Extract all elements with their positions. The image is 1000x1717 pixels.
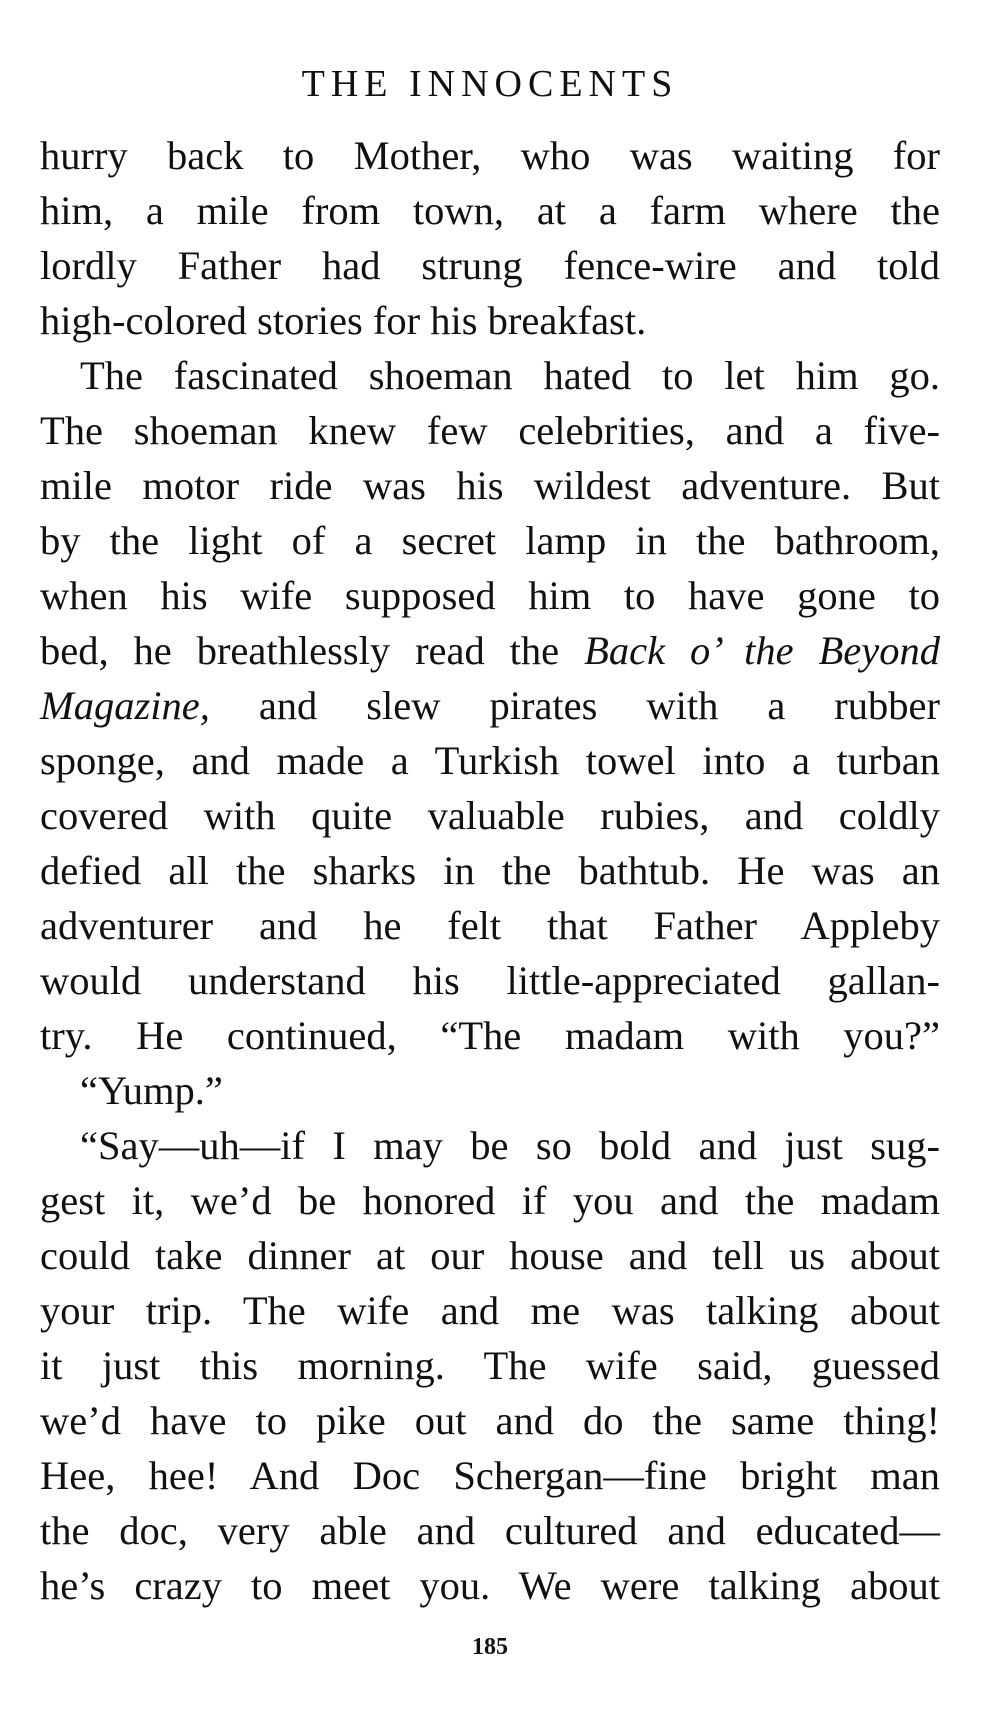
- running-head: THE INNOCENTS: [301, 63, 679, 105]
- text-line: the doc, very able and cultured and educated—: [40, 1508, 940, 1553]
- text-line: he’s crazy to meet you. We were talking about: [40, 1563, 940, 1608]
- text-line: gest it, we’d be honored if you and the madam: [40, 1178, 940, 1223]
- magazine-title-italic: Back o’ the Beyond: [584, 628, 941, 673]
- text-line: it just this morning. The wife said, guessed: [40, 1343, 940, 1388]
- text-line: your trip. The wife and me was talking about: [40, 1288, 940, 1333]
- body-text: [40, 128, 940, 1613]
- text-line: adventurer and he felt that Father Appleby: [40, 903, 940, 948]
- text-line: defied all the sharks in the bathtub. He was an: [40, 848, 940, 893]
- text-line: The shoeman knew few celebrities, and a five-: [40, 408, 940, 453]
- text-line: sponge, and made a Turkish towel into a turban: [40, 738, 940, 783]
- text-line: hurry back to Mother, who was waiting for: [40, 133, 940, 178]
- book-page: [40, 0, 960, 1717]
- text-line: mile motor ride was his wildest adventure. But: [40, 463, 940, 508]
- text-line: “Say—uh—if I may be so bold and just sug-: [80, 1123, 940, 1168]
- text-segment: and slew pirates with a rubber: [209, 683, 940, 728]
- text-line: The fascinated shoeman hated to let him go.: [80, 353, 940, 398]
- text-line: lordly Father had strung fence-wire and told: [40, 243, 940, 288]
- text-line: could take dinner at our house and tell us about: [40, 1233, 940, 1278]
- text-line: would understand his little-appreciated gallan-: [40, 958, 940, 1003]
- magazine-title-italic: Magazine,: [40, 683, 210, 728]
- text-line: [40, 678, 940, 733]
- text-line: we’d have to pike out and do the same thing!: [40, 1398, 940, 1443]
- text-line: covered with quite valuable rubies, and coldly: [40, 793, 940, 838]
- text-line: [40, 623, 940, 678]
- text-line: him, a mile from town, at a farm where the: [40, 188, 940, 233]
- text-line: Hee, hee! And Doc Schergan—fine bright man: [40, 1453, 940, 1498]
- page-number: 185: [472, 1634, 508, 1660]
- text-line: “Yump.”: [80, 1068, 223, 1113]
- text-line: high-colored stories for his breakfast.: [40, 298, 647, 343]
- text-line: by the light of a secret lamp in the bathroom,: [40, 518, 940, 563]
- text-line: try. He continued, “The madam with you?”: [40, 1013, 940, 1058]
- text-segment: bed, he breathlessly read the: [40, 628, 585, 673]
- text-line: when his wife supposed him to have gone to: [40, 573, 940, 618]
